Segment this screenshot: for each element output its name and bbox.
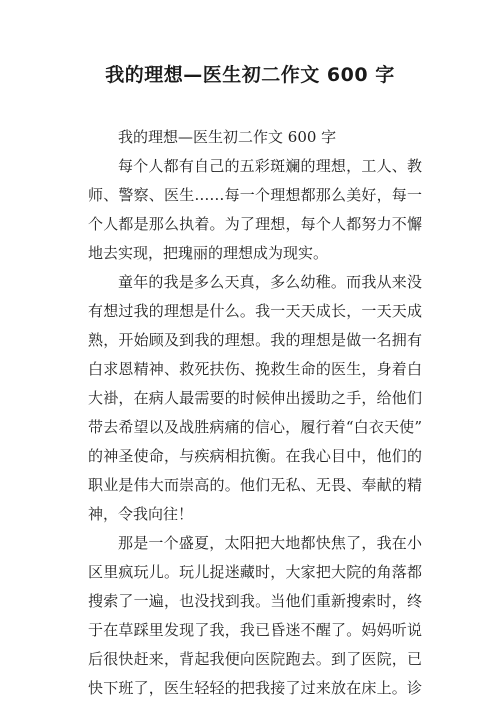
article-text-line: 那是一个盛夏，太阳把大地都快焦了，我在小 xyxy=(118,534,422,552)
article-text-line: 神，令我向往！ xyxy=(88,505,194,523)
article-text-line: 白求恩精神、救死扶伤、挽救生命的医生，身着白 xyxy=(88,360,422,378)
article-text-line: 带去希望以及战胜病痛的信心，履行着“白衣天使” xyxy=(88,418,422,436)
article-text-line: 有想过我的理想是什么。我一天天成长，一天天成 xyxy=(88,302,422,320)
article-text-line: 熟，开始顾及到我的理想。我的理想是做一名拥有 xyxy=(88,331,422,349)
article-text-line: 区里疯玩儿。玩儿捉迷藏时，大家把大院的角落都 xyxy=(88,563,422,581)
article-text-line: 后很快赶来，背起我便向医院跑去。到了医院，已 xyxy=(88,650,422,668)
article-text-line: 大褂，在病人最需要的时候伸出援助之手，给他们 xyxy=(88,389,422,407)
article-text-line: 于在草踩里发现了我，我已昏迷不醒了。妈妈听说 xyxy=(88,621,422,639)
article-body xyxy=(88,123,422,703)
article-text-line: 的神圣使命，与疾病相抗衡。在我心目中，他们的 xyxy=(88,447,422,465)
article-text-line: 快下班了，医生轻轻的把我接了过来放在床上。诊 xyxy=(88,679,422,697)
article-text-line: 个人都是那么执着。为了理想，每个人都努力不懈 xyxy=(88,215,422,233)
article-text-line: 童年的我是多么天真，多么幼稚。而我从来没 xyxy=(118,273,422,291)
document-title: 我的理想—医生初二作文 600 字 xyxy=(105,64,395,86)
article-text-line: 地去实现，把瑰丽的理想成为现实。 xyxy=(88,244,329,262)
article-text-line: 搜索了一遍，也没找到我。当他们重新搜索时，终 xyxy=(88,592,422,610)
article-text-line: 每个人都有自己的五彩斑斓的理想，工人、教 xyxy=(118,157,422,175)
article-text-line: 职业是伟大而崇高的。他们无私、无畏、奉献的精 xyxy=(88,476,422,494)
article-heading-line: 我的理想—医生初二作文 600 字 xyxy=(118,128,337,146)
article-text-line: 师、警察、医生……每一个理想都那么美好，每一 xyxy=(88,186,422,204)
